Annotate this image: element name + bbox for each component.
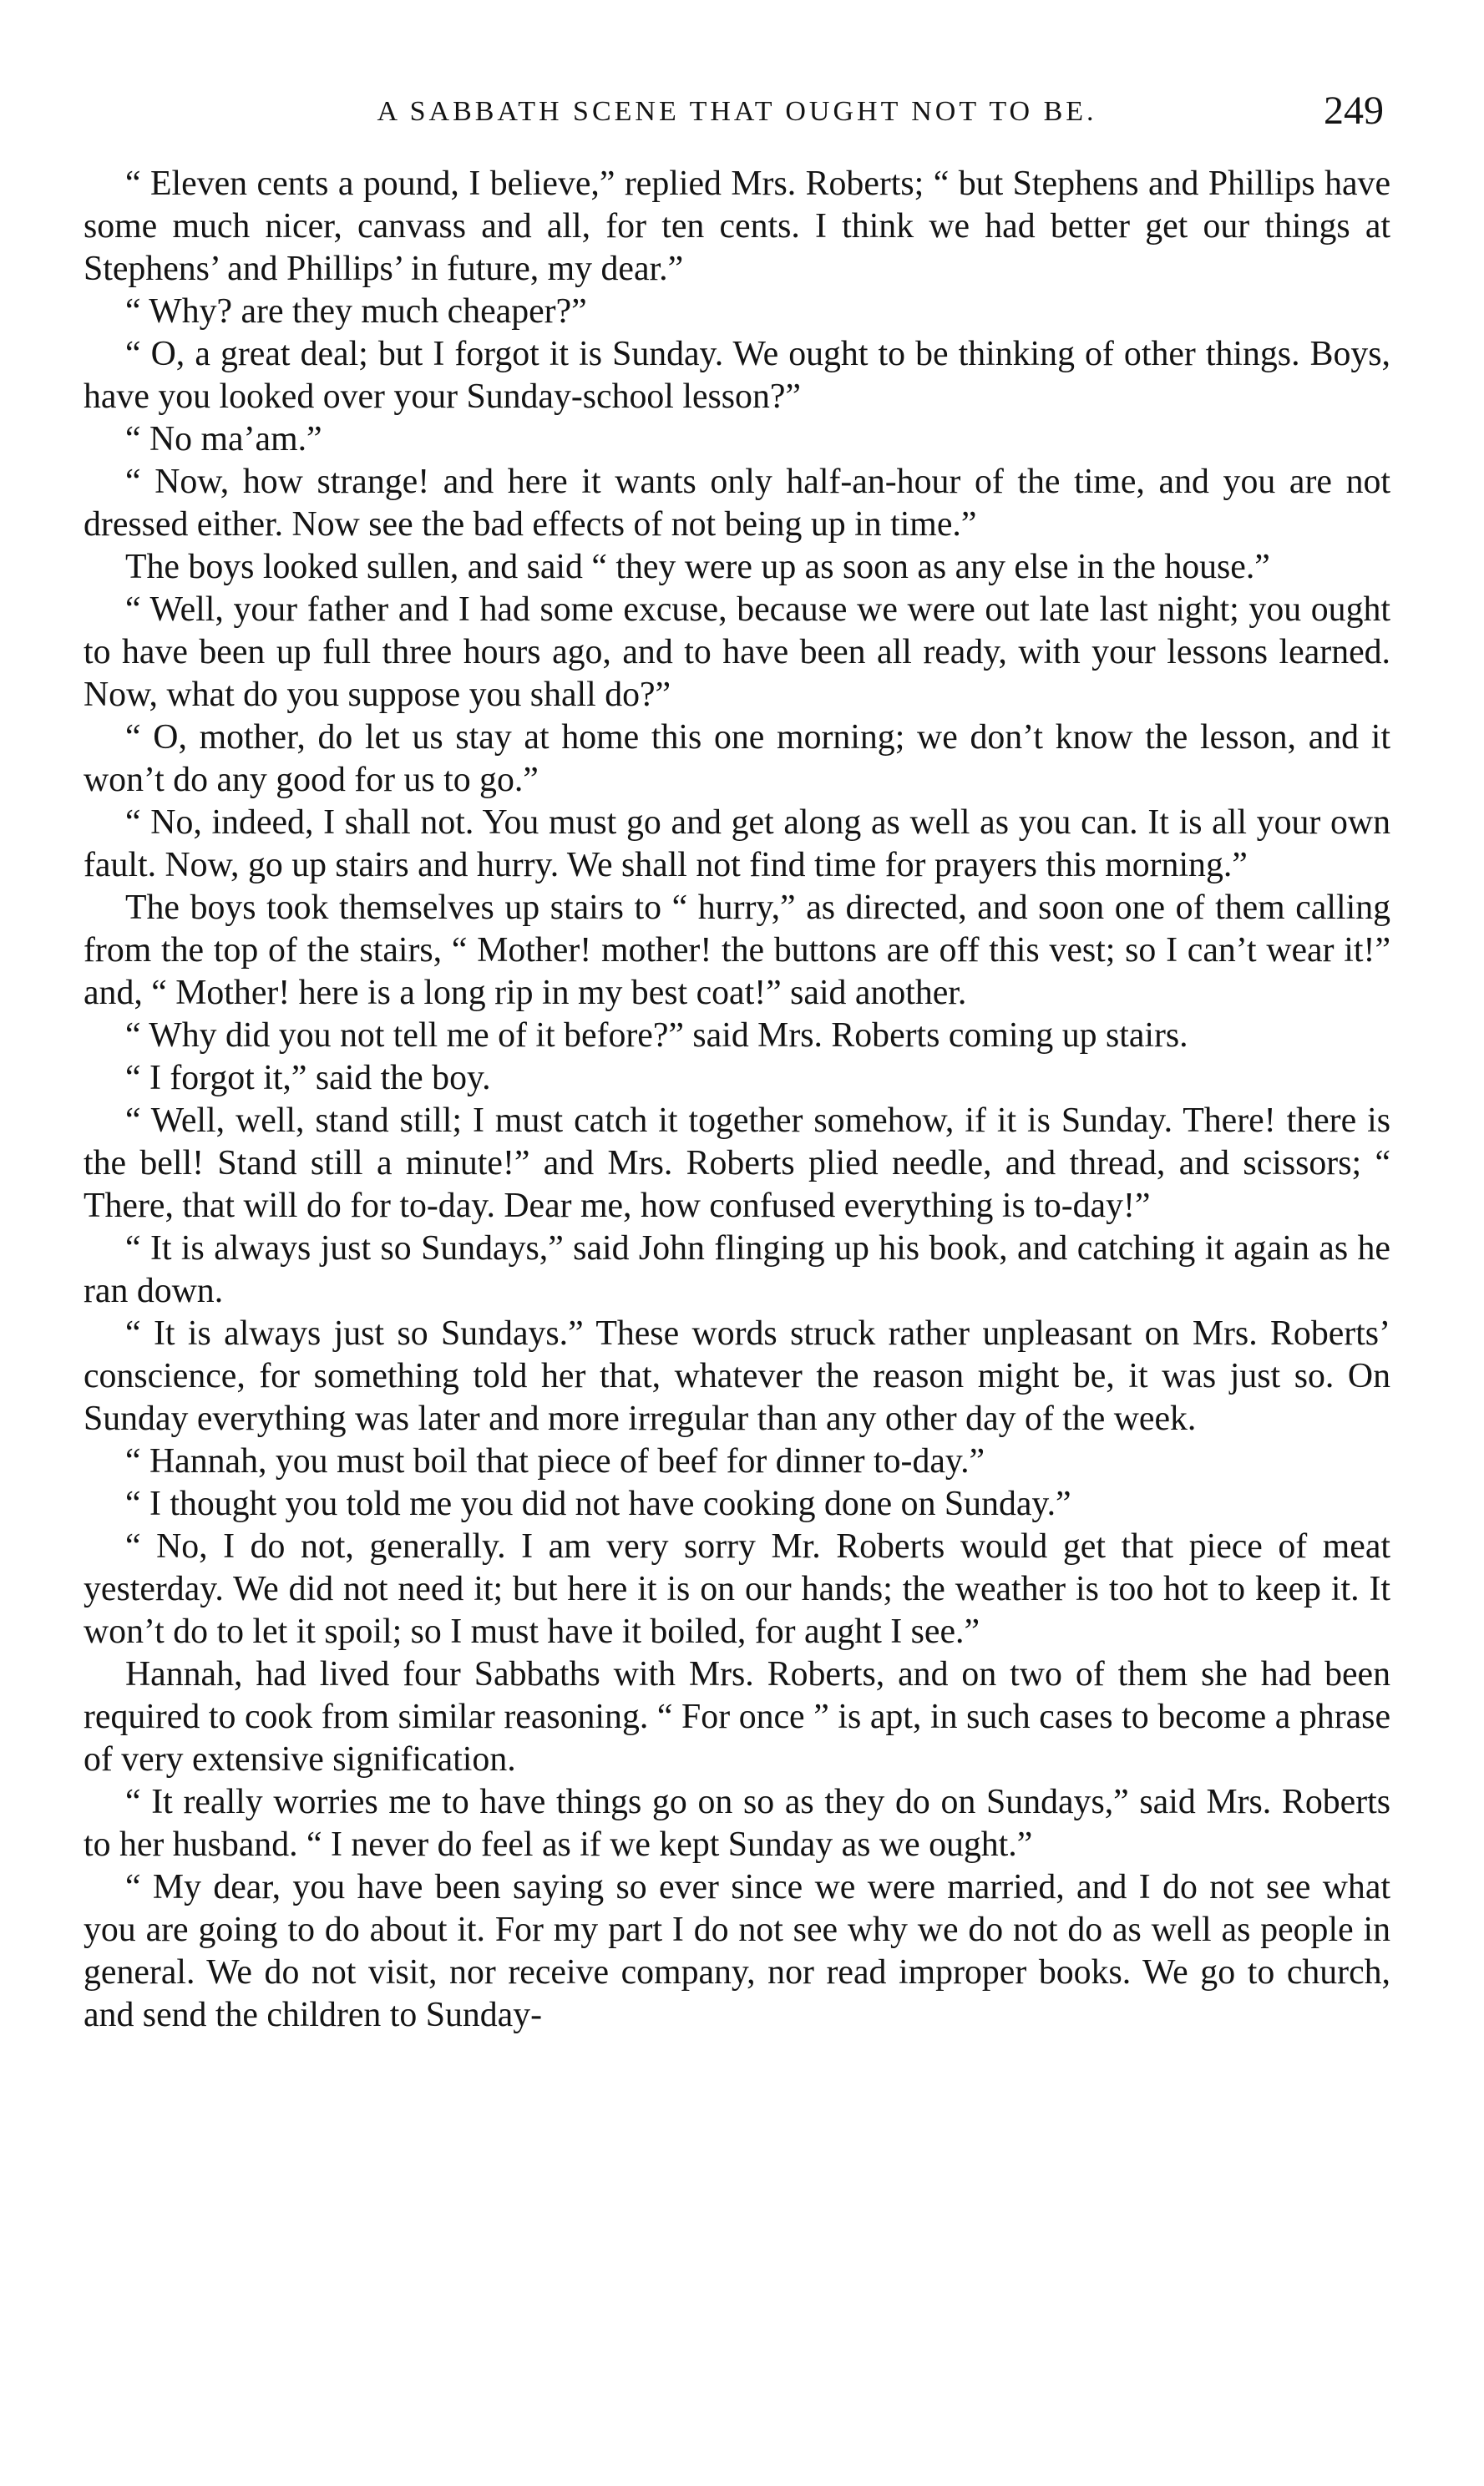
body-text xyxy=(84,163,1390,2037)
book-page xyxy=(84,79,1390,2451)
paragraph: “ I forgot it,” said the boy. xyxy=(125,1059,491,1097)
paragraph: “ No ma’am.” xyxy=(125,420,322,458)
paragraph: “ It is always just so Sundays,” said John flinging up his book, and catching it again as he ran down. xyxy=(84,1229,1390,1310)
paragraph: “ Now, how strange! and here it wants only half-an-hour of the time, and you are not dressed either. Now see the bad effects of not being up in time.” xyxy=(84,463,1390,544)
paragraph: The boys looked sullen, and said “ they were up as soon as any else in the house.” xyxy=(125,548,1270,586)
paragraph: “ Well, well, stand still; I must catch it together somehow, if it is Sunday. There! there is the bell! Stand still a minute!” and Mrs. Roberts plied needle, and thread, and scissors; “ There, that will do for to-day. Dear me, how confused everything is to-day!” xyxy=(84,1101,1390,1225)
paragraph: “ O, a great deal; but I forgot it is Sunday. We ought to be thinking of other things. Boys, have you looked over your Sunday-school lesson?” xyxy=(84,335,1390,416)
paragraph: “ No, indeed, I shall not. You must go and get along as well as you can. It is all your own fault. Now, go up stairs and hurry. We shall not find time for prayers this morning.” xyxy=(84,803,1390,884)
paragraph: “ Why did you not tell me of it before?” said Mrs. Roberts coming up stairs. xyxy=(125,1016,1188,1055)
chapter-title: A SABBATH SCENE THAT OUGHT NOT TO BE. xyxy=(377,96,1097,127)
paragraph: “ Why? are they much cheaper?” xyxy=(125,292,587,331)
paragraph: Hannah, had lived four Sabbaths with Mrs. Roberts, and on two of them she had been required to cook from similar reasoning. “ For once ” is apt, in such cases to become a phrase of very extensive signification. xyxy=(84,1655,1390,1779)
paragraph: “ My dear, you have been saying so ever since we were married, and I do not see what you are going to do about it. For my part I do not see why we do not do as well as people in general. We do not visit, nor receive company, nor read improper books. We go to church, and send the children to Sunday- xyxy=(84,1868,1390,2034)
paragraph: “ It really worries me to have things go on so as they do on Sundays,” said Mrs. Roberts to her husband. “ I never do feel as if we kept Sunday as we ought.” xyxy=(84,1783,1390,1864)
paragraph: “ Eleven cents a pound, I believe,” replied Mrs. Roberts; “ but Stephens and Phillips have some much nicer, canvass and all, for ten cents. I think we had better get our things at Stephens’ and Phillips’ in future, my dear.” xyxy=(84,165,1390,288)
paragraph: “ No, I do not, generally. I am very sorry Mr. Roberts would get that piece of meat yesterday. We did not need it; but here it is on our hands; the weather is too hot to keep it. It won’t do to let it spoil; so I must have it boiled, for aught I see.” xyxy=(84,1527,1390,1651)
paragraph: “ O, mother, do let us stay at home this one morning; we don’t know the lesson, and it won’t do any good for us to go.” xyxy=(84,718,1390,799)
page-number: 249 xyxy=(1324,89,1384,133)
paragraph: “ Well, your father and I had some excuse, because we were out late last night; you ought to have been up full three hours ago, and to have been all ready, with your lessons learned. Now, what do you suppose you shall do?” xyxy=(84,590,1390,714)
paragraph: The boys took themselves up stairs to “ hurry,” as directed, and soon one of them calling from the top of the stairs, “ Mother! mother! the buttons are off this vest; so I can’t wear it!” and, “ Mother! here is a long rip in my best coat!” said another. xyxy=(84,889,1390,1012)
paragraph: “ It is always just so Sundays.” These words struck rather unpleasant on Mrs. Roberts’ conscience, for something told her that, whatever the reason might be, it was just so. On Sunday everything was later and more irregular than any other day of the week. xyxy=(84,1314,1390,1438)
running-head xyxy=(84,79,1390,138)
paragraph: “ Hannah, you must boil that piece of beef for dinner to-day.” xyxy=(125,1442,985,1481)
paragraph: “ I thought you told me you did not have cooking done on Sunday.” xyxy=(125,1485,1071,1523)
